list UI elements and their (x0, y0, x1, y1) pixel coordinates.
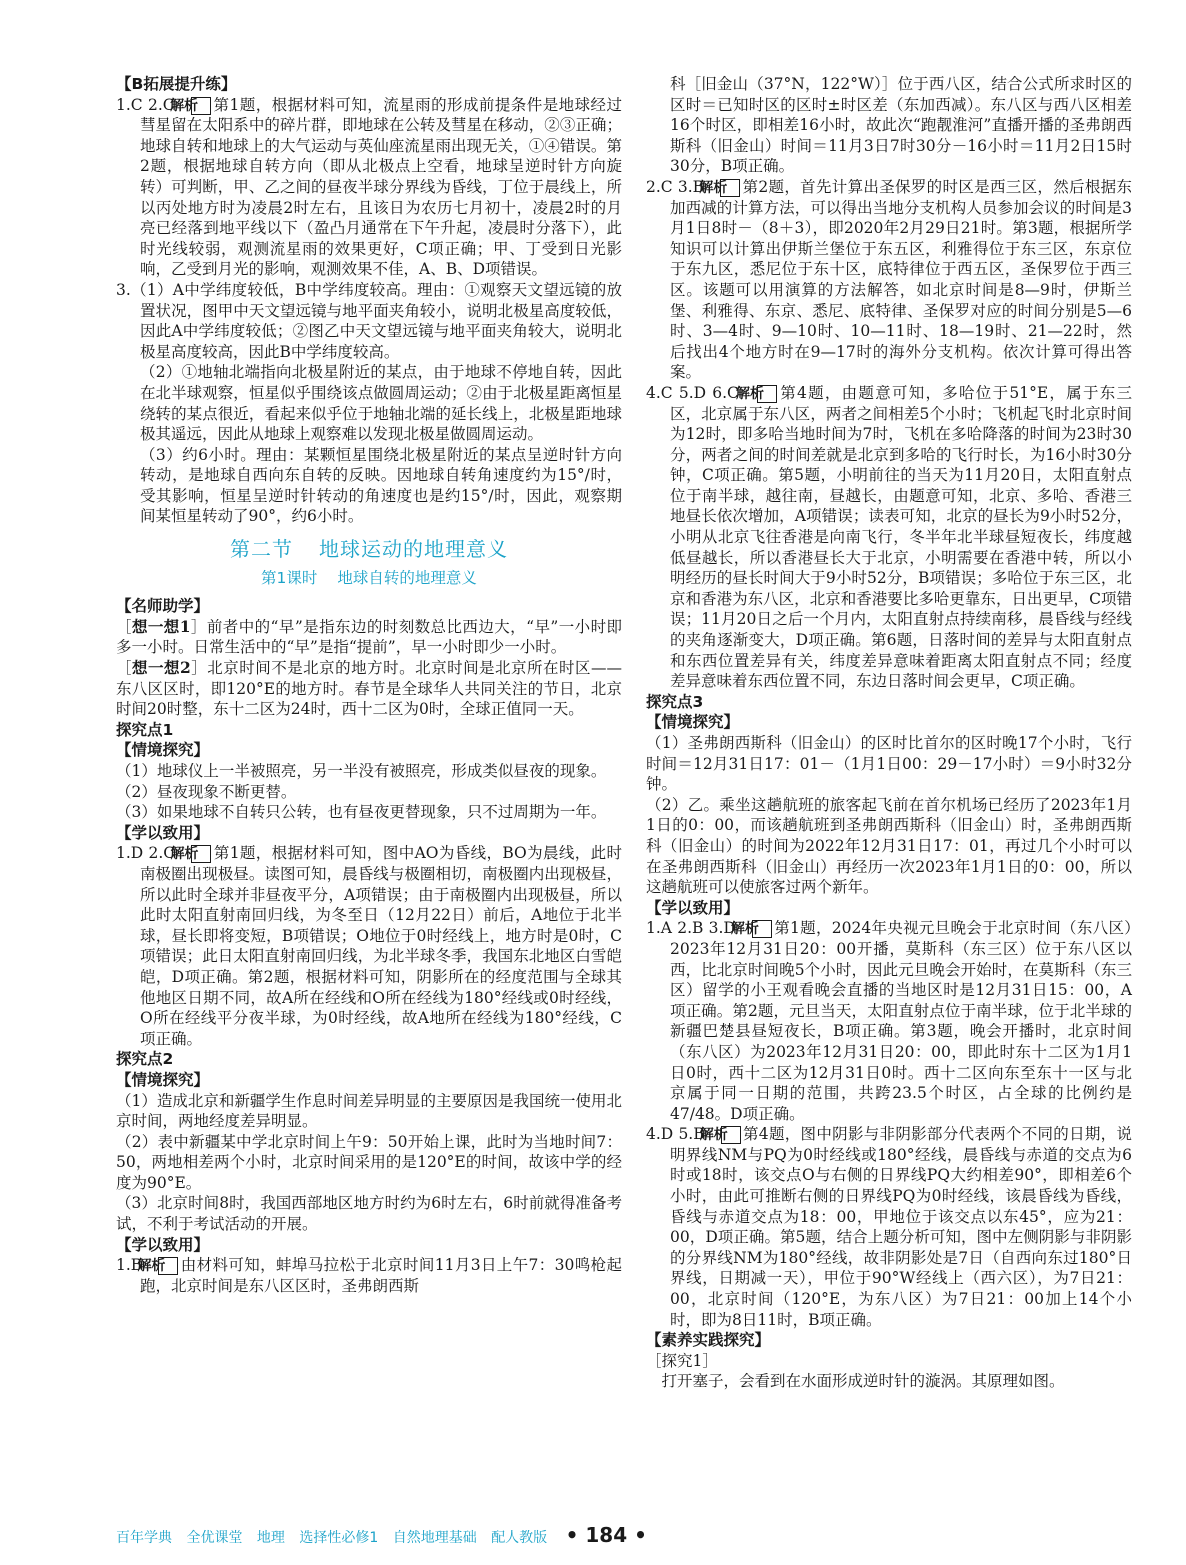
section-header-xueyi: 【学以致用】 (116, 823, 210, 842)
answer-item (116, 843, 622, 1049)
answer-item (116, 95, 622, 280)
section-number: 第二节 (230, 537, 293, 562)
answer-text: 由材料可知，蚌埠马拉松于北京时间11月3日上午7：30鸣枪起跑，北京时间是东八区区时，圣弗朗西斯 (140, 1256, 622, 1295)
practice-text (646, 1371, 1132, 1392)
answer-subitem: （3）约6小时。理由：某颗恒星围绕北极星附近的某点呈逆时针方向转动，是地球自西向东自转的反映。因地球自转角速度约为15°/时，受其影响，恒星呈逆时针转动的角速度也是约15°/时，因此，观察期间某恒星转动了90°，约6小时。 (140, 445, 622, 526)
answer-numbers: 2.C 3.B (646, 177, 705, 196)
think-paragraph: ［想一想1］前者中的“早”是指东边的时刻数总比西边大，“早”一小时即多一小时。日常生活中的“早”是指“提前”，早一小时即少一小时。 (116, 616, 622, 657)
answer-text: 第1题，2024年央视元旦晚会于北京时间（东八区）2023年12月31日20：00开播，莫斯科（东三区）位于东八区以西，比北京时间晚5个小时，因此元旦晚会开始时，在莫斯科（东三区）留学的小王观看晚会直播的当地区时是12月31日15：00，A项正确。第2题，元旦当天，太阳直射点位于南半球，位于北半球的新疆巴楚县昼短夜长，B项正确。第3题，晚会开播时，北京时间（东八区）为2023年12月31日20：00，即此时东十二区为1月1日0时，西十二区为12月31日0时。西十二区向东至东十一区与北京属于同一日期的范围，共跨23.5个时区，占全球的比例约是47/48。D项正确。 (670, 919, 1132, 1123)
practice-text-content: 打开塞子，会看到在水面形成逆时针的漩涡。其原理如图。 (661, 1372, 1065, 1391)
analysis-tag: 解析 (757, 385, 777, 403)
answer-text: 第1题，根据材料可知，图中AO为昏线，BO为晨线，此时南极圈出现极昼。读图可知，晨昏线与极圈相切，南极圈内出现极昼，所以此时全球并非昼夜平分，A项错误；由于南极圈内出现极昼，所以此时太阳直射南回归线，为冬至日（12月22日）前后，A地位于北半球，昼长即将变短，B项错误；O地位于0时经线上，地方时是0时，C项错误；此日太阳直射南回归线，为北半球冬季，我国东北地区白雪皑皑，D项正确。第2题，根据材料可知，阴影所在的经度范围与全球其他地区日期不同，故A所在经线和O所在经线为180°经线或0时经线，O所在经线平分夜半球，为0时经线，故A地所在经线为180°经线，C项正确。 (140, 844, 622, 1048)
think-tag: 想一想2 (132, 658, 191, 678)
footer-brand: 百年学典 (116, 1530, 172, 1546)
footer-book: 自然地理基础 (392, 1530, 477, 1546)
answer-item (646, 177, 1132, 383)
inquiry-answer: （1）地球仪上一半被照亮，另一半没有被照亮，形成类似昼夜的现象。 (116, 762, 607, 780)
answer-text: 第4题，由题意可知，多哈位于51°E，属于东三区，北京属于东八区，两者之间相差5个小时；飞机起飞时北京时间为12时，即多哈当地时间为7时，飞机在多哈降落的时间为23时30分，两者之间的时间差就是北京到多哈的飞行时长，为16小时30分钟，C项正确。第5题，小明前往的当天为11月20日，太阳直射点位于南半球，越往南，昼越长，由题意可知，北京、多哈、香港三地昼长依次增加，A项错误；读表可知，北京的昼长为9小时52分，小明从北京飞往香港是向南飞行，冬半年北半球昼短夜长，纬度越低昼越长，所以香港昼长大于北京，小明需要在香港中转，所以小明经历的昼长时间大于9小时52分，B项错误；多哈位于东三区，北京和香港为东八区，北京和香港要比多哈更靠东，日出更早，C项错误；11月20日之后一个月内，太阳直射点持续南移，晨昏线与经线的夹角逐渐变大，D项正确。第6题，日落时间的差异与太阳直射点和东西位置差异有关，纬度差异意味着距离太阳直射点不同；经度差异意味着东西位置不同，东边日落时间会更早，C项正确。 (670, 383, 1132, 691)
answer-text: 第1题，根据材料可知，流星雨的形成前提条件是地球经过彗星留在太阳系中的碎片群，即地球在公转及彗星在移动，②③正确；地球自转和地球上的大气运动与英仙座流星雨出现无关，①④错误。第2题，根据地球自转方向（即从北极点上空看，地球呈逆时针方向旋转）可判断，甲、乙之间的昼夜半球分界线为昏线，丁位于晨线上，所以丙处地方时为凌晨2时左右，且该日为农历七月初十，凌晨2时的月亮已经落到地平线以下（盈凸月通常在下午升起，凌晨时分落下），此时光线较弱，观测流星雨的效果更好，C项正确；甲、丁受到日光影响，乙受到月光的影响，观测效果不佳，A、B、D项错误。 (140, 95, 622, 279)
answer-numbers: 4.C 5.D 6.C (646, 383, 739, 402)
footer-subject: 地理 (256, 1530, 285, 1546)
analysis-tag: 解析 (191, 97, 211, 115)
inquiry-answer: （3）北京时间8时，我国西部地区地方时约为6时左右，6时前就得准备考试，不利于考试活动的开展。 (116, 1194, 622, 1234)
inquiry-answer: （1）造成北京和新疆学生作息时间差异明显的主要原因是我国统一使用北京时间，两地经度差异明显。 (116, 1091, 622, 1131)
answer-numbers: 4.D 5.B (646, 1125, 705, 1144)
analysis-tag: 解析 (721, 1126, 741, 1144)
inquiry-answer: （3）如果地球不自转只公转，也有昼夜更替现象，只不过周期为一年。 (116, 803, 607, 822)
inquiry-answer: （2）表中新疆某中学北京时间上午9：50开始上课，此时为当地时间7：50，两地相差两个小时，北京时间采用的是120°E的时间，故该中学的经度为90°E。 (116, 1132, 622, 1192)
think-paragraph: ［想一想2］北京时间不是北京的地方时。北京时间是北京所在时区——东八区区时，即120°E的地方时。春节是全球华人共同关注的节日，北京时间20时整，东十二区为24时，西十二区为0时，全球正值同一天。 (116, 658, 622, 719)
analysis-tag: 解析 (720, 179, 740, 197)
section-header-xueyi: 【学以致用】 (646, 898, 740, 917)
page-footer (116, 1523, 657, 1547)
answer-text: 第4题，图中阴影与非阴影部分代表两个不同的日期，说明界线NM与PQ为0时经线或180°经线，晨昏线与赤道的交点为6时或18时，该交点O与右侧的日界线PQ大约相差90°，即相差6个小时，由此可推断右侧的日界线PQ为0时经线，该晨昏线为昏线，昏线与赤道交点为18：00，甲地位于该交点以东45°，应为21：00，D项正确。第5题，结合上题分析可知，图中左侧阴影与非阴影的分界线NM为180°经线，故非阴影处是7日（自西向东过180°日界线，日期减一天），甲位于90°W经线上（西六区），为7日21：00，北京时间（120°E，为东八区）为7日21：00加上14个小时，即为8日11时，B项正确。 (670, 1125, 1132, 1329)
section-header-qingjing: 【情境探究】 (116, 1070, 210, 1089)
answer-item (646, 918, 1132, 1124)
answer-item (646, 1124, 1132, 1330)
section-name: 地球运动的地理意义 (319, 537, 508, 562)
answer-continuation: 科［旧金山（37°N，122°W）］位于西八区，结合公式所求时区的区时＝已知时区的区时±时区差（东加西减）。东八区与西八区相差16个时区，即相差16小时，故此次“跑靓淮河”直播开播的圣弗朗西斯科（旧金山）时间＝11月3日7时30分－16小时＝11月2日15时30分，B项正确。 (670, 75, 1132, 176)
inquiry-answer: （2）昼夜现象不断更替。 (116, 782, 297, 801)
footer-course: 选择性必修1 (299, 1530, 379, 1546)
section-header-qingjing: 【情境探究】 (116, 741, 210, 760)
inquiry-answer: （2）乙。乘坐这趟航班的旅客起飞前在首尔机场已经历了2023年1月1日的0：00，而该趟航班到圣弗朗西斯科（旧金山）时，圣弗朗西斯科（旧金山）的时间为2022年12月31日17：01，再过几个小时可以在圣弗朗西斯科（旧金山）再经历一次2023年1月1日的0：00，所以这趟航班可以使旅客过两个新年。 (646, 795, 1132, 897)
answer-item (116, 1255, 622, 1296)
section-header-b: 【B拓展提升练】 (116, 75, 237, 93)
section-header-qingjing: 【情境探究】 (646, 713, 740, 732)
answer-numbers: 1.A 2.B 3.D (646, 919, 736, 938)
think-text: 北京时间不是北京的地方时。北京时间是北京所在时区——东八区区时，即120°E的地方时。春节是全球华人共同关注的节日，北京时间20时整，东十二区为24时，西十二区为0时，全球正值同一天。 (116, 659, 622, 719)
analysis-tag: 解析 (752, 920, 772, 938)
answer-item: 3.（1）A中学纬度较低，B中学纬度较高。理由：①观察天文望远镜的放置状况，图甲中天文望远镜与地平面夹角较小，说明北极星高度较低，因此A中学纬度较低；②图乙中天文望远镜与地平面夹角较大，说明北极星高度较高，因此B中学纬度较高。 (116, 280, 622, 361)
inquiry-answer: （1）圣弗朗西斯科（旧金山）的区时比首尔的区时晚17个小时，飞行时间＝12月31日17：01－（1月1日00：29－17小时）＝9小时32分钟。 (646, 734, 1132, 794)
right-column (646, 74, 1132, 1392)
analysis-tag: 解析 (158, 1257, 178, 1275)
inquiry-point-title: 探究点3 (646, 692, 704, 711)
answer-text: 第2题，首先计算出圣保罗的时区是西三区，然后根据东加西减的计算方法，可以得出当地分支机构人员参加会议的时间是3月1日8时－（8＋3），即2020年2月29日21时。第3题，根据所学知识可以计算出伊斯兰堡位于东五区，利雅得位于东三区，东京位于东九区，悉尼位于东十区，底特律位于西五区，圣保罗位于西三区。该题可以用演算的方法解答，如北京时间是8—9时，伊斯兰堡、利雅得、东京、悉尼、底特律、圣保罗对应的时间分别是5—6时、3—4时、9—10时、10—11时、18—19时、21—22时，然后找出4个地方时在9—17时的海外分支机构。依次计算可得出答案。 (670, 177, 1132, 382)
think-tag: 想一想1 (131, 616, 191, 636)
lesson-number: 第1课时 (261, 568, 318, 587)
practice-tag: 探究1 (661, 1351, 703, 1370)
think-text: 前者中的“早”是指东边的时刻数总比西边大，“早”一小时即多一小时。日常生活中的“早”是指“提前”，早一小时即少一小时。 (116, 617, 622, 657)
answer-numbers: 1.D 2.C (116, 844, 176, 863)
answer-subitem: （2）①地轴北端指向北极星附近的某点，由于地球不停地自转，因此在北半球观察，恒星似乎围绕该点做圆周运动；②由于北极星距离恒星绕转的某点很近，看起来似乎位于地轴北端的延长线上，北极星距地球极其遥远，因此从地球上观察难以发现北极星做圆周运动。 (140, 363, 622, 444)
section-header-suyang: 【素养实践探究】 (646, 1331, 771, 1350)
answer-numbers: 1.C 2.C (116, 95, 175, 114)
lesson-name: 地球自转的地理意义 (337, 568, 477, 587)
footer-series: 全优课堂 (186, 1530, 243, 1546)
left-column (116, 74, 622, 1296)
practice-paragraph: ［探究1］ (646, 1351, 718, 1370)
page-number: • 184 • (565, 1523, 647, 1547)
answer-numbers: 1.B (116, 1256, 143, 1275)
analysis-tag: 解析 (191, 845, 211, 863)
lesson-title (116, 568, 622, 589)
inquiry-point-title: 探究点1 (116, 720, 174, 739)
footer-edition: 配人教版 (491, 1530, 548, 1546)
section-header-xueyi: 【学以致用】 (116, 1235, 210, 1254)
section-title (116, 539, 622, 560)
inquiry-point-title: 探究点2 (116, 1050, 174, 1069)
answer-item (646, 383, 1132, 692)
section-header-mingshi: 【名师助学】 (116, 597, 210, 616)
